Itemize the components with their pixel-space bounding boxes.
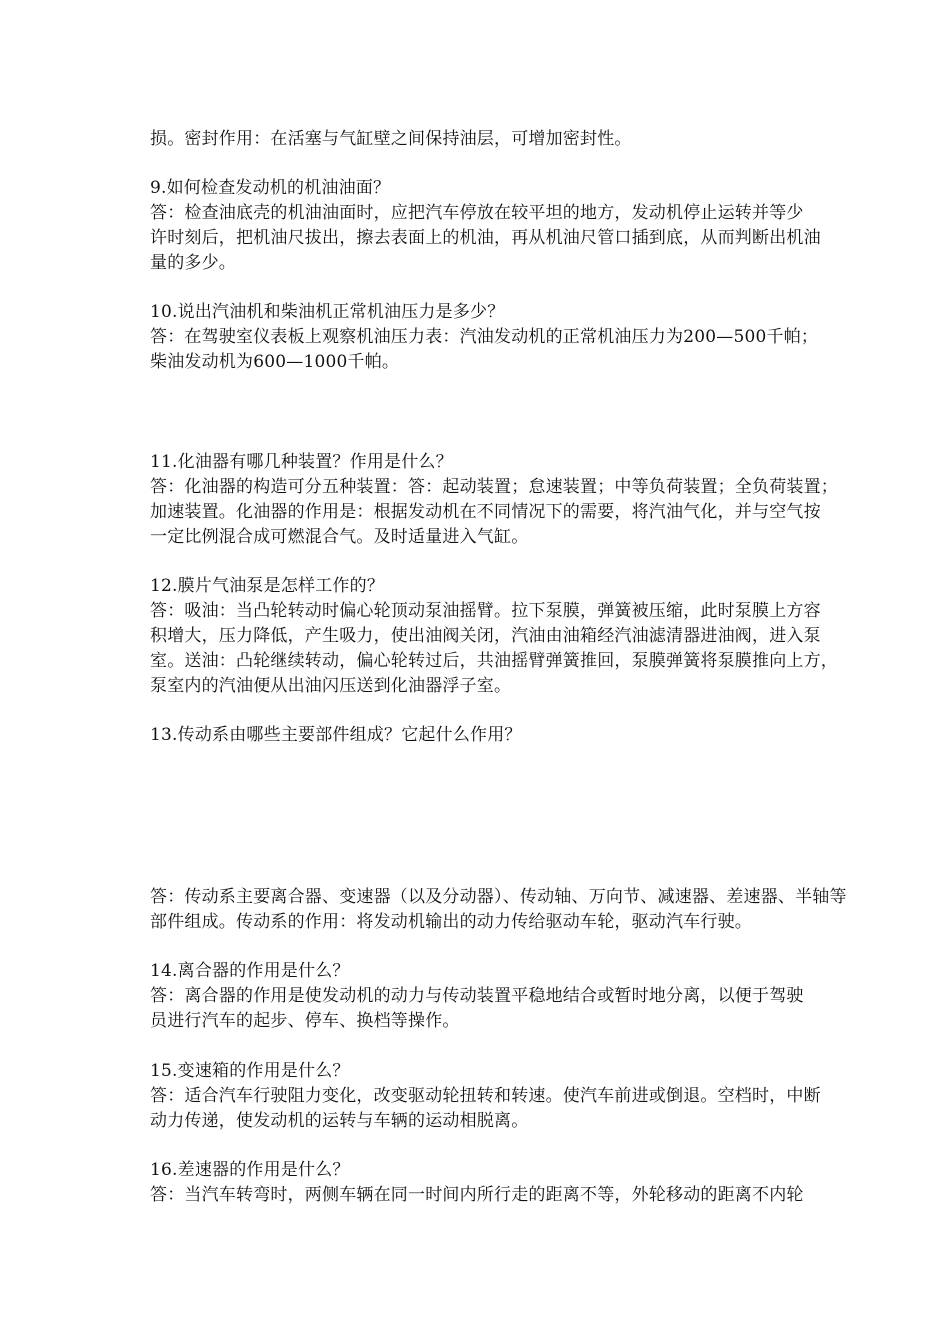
text-line: 室。送油：凸轮继续转动，偏心轮转过后，共油摇臂弹簧推回，泵膜弹簧将泵膜推向上方， — [150, 651, 838, 671]
text-line: 一定比例混合成可燃混合气。及时适量进入气缸。 — [150, 527, 529, 547]
question-heading: 16.差速器的作用是什么？ — [150, 1160, 350, 1180]
text-line: 加速装置。化油器的作用是：根据发动机在不同情况下的需要，将汽油气化，并与空气按 — [150, 502, 821, 522]
text-line: 答：适合汽车行驶阻力变化，改变驱动轮扭转和转速。使汽车前进或倒退。空档时，中断 — [150, 1086, 821, 1106]
text-line: 员进行汽车的起步、停车、换档等操作。 — [150, 1011, 460, 1031]
text-line: 动力传递，使发动机的运转与车辆的运动相脱离。 — [150, 1111, 529, 1131]
text-line: 柴油发动机为600—1000千帕。 — [150, 352, 400, 372]
question-heading: 14.离合器的作用是什么？ — [150, 961, 350, 981]
document-page — [150, 0, 885, 1344]
text-line: 量的多少。 — [150, 253, 236, 273]
text-line: 答：离合器的作用是使发动机的动力与传动装置平稳地结合或暂时地分离，以便于驾驶 — [150, 986, 804, 1006]
text-line: 答：在驾驶室仪表板上观察机油压力表：汽油发动机的正常机油压力为200—500千帕； — [150, 327, 819, 347]
text-line: 损。密封作用：在活塞与气缸壁之间保持油层，可增加密封性。 — [150, 129, 632, 149]
question-heading: 12.膜片气油泵是怎样工作的？ — [150, 576, 385, 596]
text-line: 许时刻后，把机油尺拔出，擦去表面上的机油，再从机油尺管口插到底，从而判断出机油 — [150, 228, 821, 248]
text-line: 答：检查油底壳的机油油面时，应把汽车停放在较平坦的地方，发动机停止运转并等少 — [150, 203, 804, 223]
text-line: 部件组成。传动系的作用：将发动机输出的动力传给驱动车轮，驱动汽车行驶。 — [150, 912, 752, 932]
text-line: 积增大，压力降低，产生吸力，使出油阀关闭，汽油由油箱经汽油滤清器进油阀，进入泵 — [150, 626, 821, 646]
question-heading: 9.如何检查发动机的机油油面？ — [150, 178, 391, 198]
text-line: 答：化油器的构造可分五种装置：答：起动装置；怠速装置；中等负荷装置；全负荷装置； — [150, 477, 838, 497]
question-heading: 13.传动系由哪些主要部件组成？它起什么作用？ — [150, 725, 522, 745]
text-line: 泵室内的汽油便从出油闪压送到化油器浮子室。 — [150, 676, 512, 696]
question-heading: 10.说出汽油机和柴油机正常机油压力是多少？ — [150, 302, 505, 322]
question-heading: 15.变速箱的作用是什么？ — [150, 1061, 350, 1081]
text-line: 答：吸油：当凸轮转动时偏心轮顶动泵油摇臂。拉下泵膜，弹簧被压缩，此时泵膜上方容 — [150, 601, 821, 621]
text-line: 答：当汽车转弯时，两侧车辆在同一时间内所行走的距离不等，外轮移动的距离不内轮 — [150, 1185, 804, 1205]
text-line: 答：传动系主要离合器、变速器（以及分动器）、传动轴、万向节、减速器、差速器、半轴等 — [150, 887, 847, 907]
question-heading: 11.化油器有哪几种装置？作用是什么？ — [150, 452, 453, 472]
